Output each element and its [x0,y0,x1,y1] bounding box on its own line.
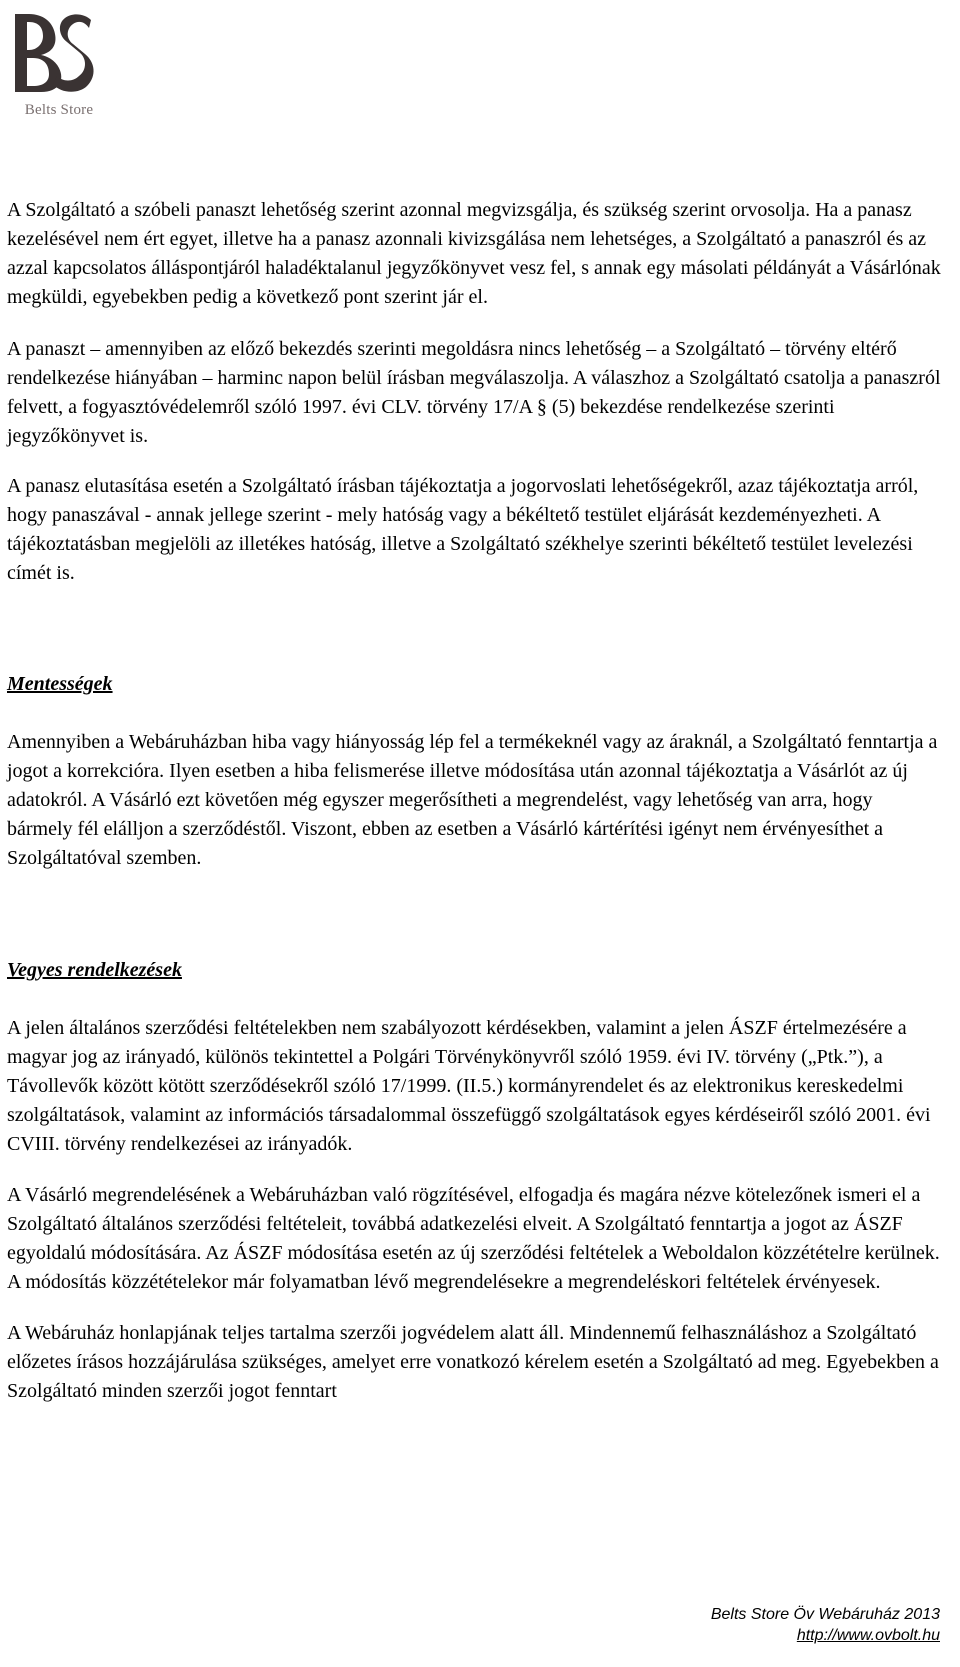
footer-title: Belts Store Öv Webáruház 2013 [710,1606,940,1623]
paragraph-oral-complaint: A Szolgáltató a szóbeli panaszt lehetőség szerint azonnal megvizsgálja, és szükség szerint orvosolja. Ha a panasz kezelésével nem ért egyet, illetve ha a panasz azonnali kivizsgálása nem lehetséges, a Szolgáltató a panaszról és az azzal kapcsolatos álláspontjáról haladéktalanul jegyzőkönyvet vesz fel, s annak egy másolati példányát a Vásárlónak megküldi, egyebekben pedig a következő pont szerint jár el. [7,199,941,308]
paragraph-written-reply: A panaszt – amennyiben az előző bekezdés szerinti megoldásra nincs lehetőség – a Szolgáltató – törvény eltérő rendelkezése hiányában – harminc napon belül írásban megválaszolja. A válaszhoz a Szolgáltató csatolja a panaszról felvett, a fogyasztóvédelemről szóló 1997. évi CLV. törvény 17/A § (5) bekezdése rendelkezése szerinti jegyzőkönyvet is. [7,338,941,447]
footer-website-link[interactable]: http://www.ovbolt.hu [796,1627,940,1644]
paragraph-complaint-rejection: A panasz elutasítása esetén a Szolgáltató írásban tájékoztatja a jogorvoslati lehetőségekről, azaz tájékoztatja arról, hogy panaszával - annak jellege szerint - mely hatóság vagy a békéltető testület eljárását kezdeményezheti. A tájékoztatásban megjelöli az illetékes hatóság, illetve a Szolgáltató székhelye szerinti békéltető testület levelezési címét is. [7,475,919,584]
paragraph-copyright: A Webáruház honlapjának teljes tartalma szerzői jogvédelem alatt áll. Mindennemű felhasználáshoz a Szolgáltató előzetes írásos hozzájárulása szükséges, amelyet erre vonatkozó kérelem esetén a Szolgáltató ad meg. Egyebekben a Szolgáltató minden szerzői jogot fenntart [7,1322,939,1402]
heading-vegyes-rendelkezesek: Vegyes rendelkezések [7,959,182,981]
document-body [7,196,942,1406]
bs-monogram-icon [7,6,97,102]
brand-name: Belts Store [24,102,94,118]
page-footer [711,1604,940,1646]
heading-mentessegek: Mentességek [7,673,113,695]
paragraph-governing-law: A jelen általános szerződési feltételekben nem szabályozott kérdésekben, valamint a jelen ÁSZF értelmezésére a magyar jog az irányadó, különös tekintettel a Polgári Törvénykönyvről szóló 1959. évi IV. törvény („Ptk.”), a Távollevők között kötött szerződésekről szóló 17/1999. (II.5.) kormányrendelet és az elektronikus kereskedelmi szolgáltatások, valamint az információs társadalommal összefüggő szolgáltatások egyes kérdéseiről szóló 2001. évi CVIII. törvény rendelkezései az irányadók. [7,1017,931,1155]
brand-logo [7,6,97,124]
paragraph-mentessegek: Amennyiben a Webáruházban hiba vagy hiányosság lép fel a termékeknél vagy az áraknál, a Szolgáltató fenntartja a jogot a korrekcióra. Ilyen esetben a hiba felismerése illetve módosítása után azonnal tájékoztatja a Vásárlót az új adatokról. A Vásárló ezt követően még egyszer megerősítheti a megrendelést, vagy lehetőség van arra, hogy bármely fél elálljon a szerződéstől. Viszont, ebben az esetben a Vásárló kártérítési igényt nem érvényesíthet a Szolgáltatóval szemben. [7,731,938,869]
paragraph-terms-acceptance: A Vásárló megrendelésének a Webáruházban való rögzítésével, elfogadja és magára nézve kötelezőnek ismeri el a Szolgáltató általános szerződési feltételeit, továbbá adatkezelési elveit. A Szolgáltató fenntartja a jogot az ÁSZF egyoldalú módosítására. Az ÁSZF módosítása esetén az új szerződési feltételek a Weboldalon közzétételre kerülnek. A módosítás közzétételekor már folyamatban lévő megrendelésekre a megrendeléskori feltételek érvényesek. [7,1184,940,1293]
